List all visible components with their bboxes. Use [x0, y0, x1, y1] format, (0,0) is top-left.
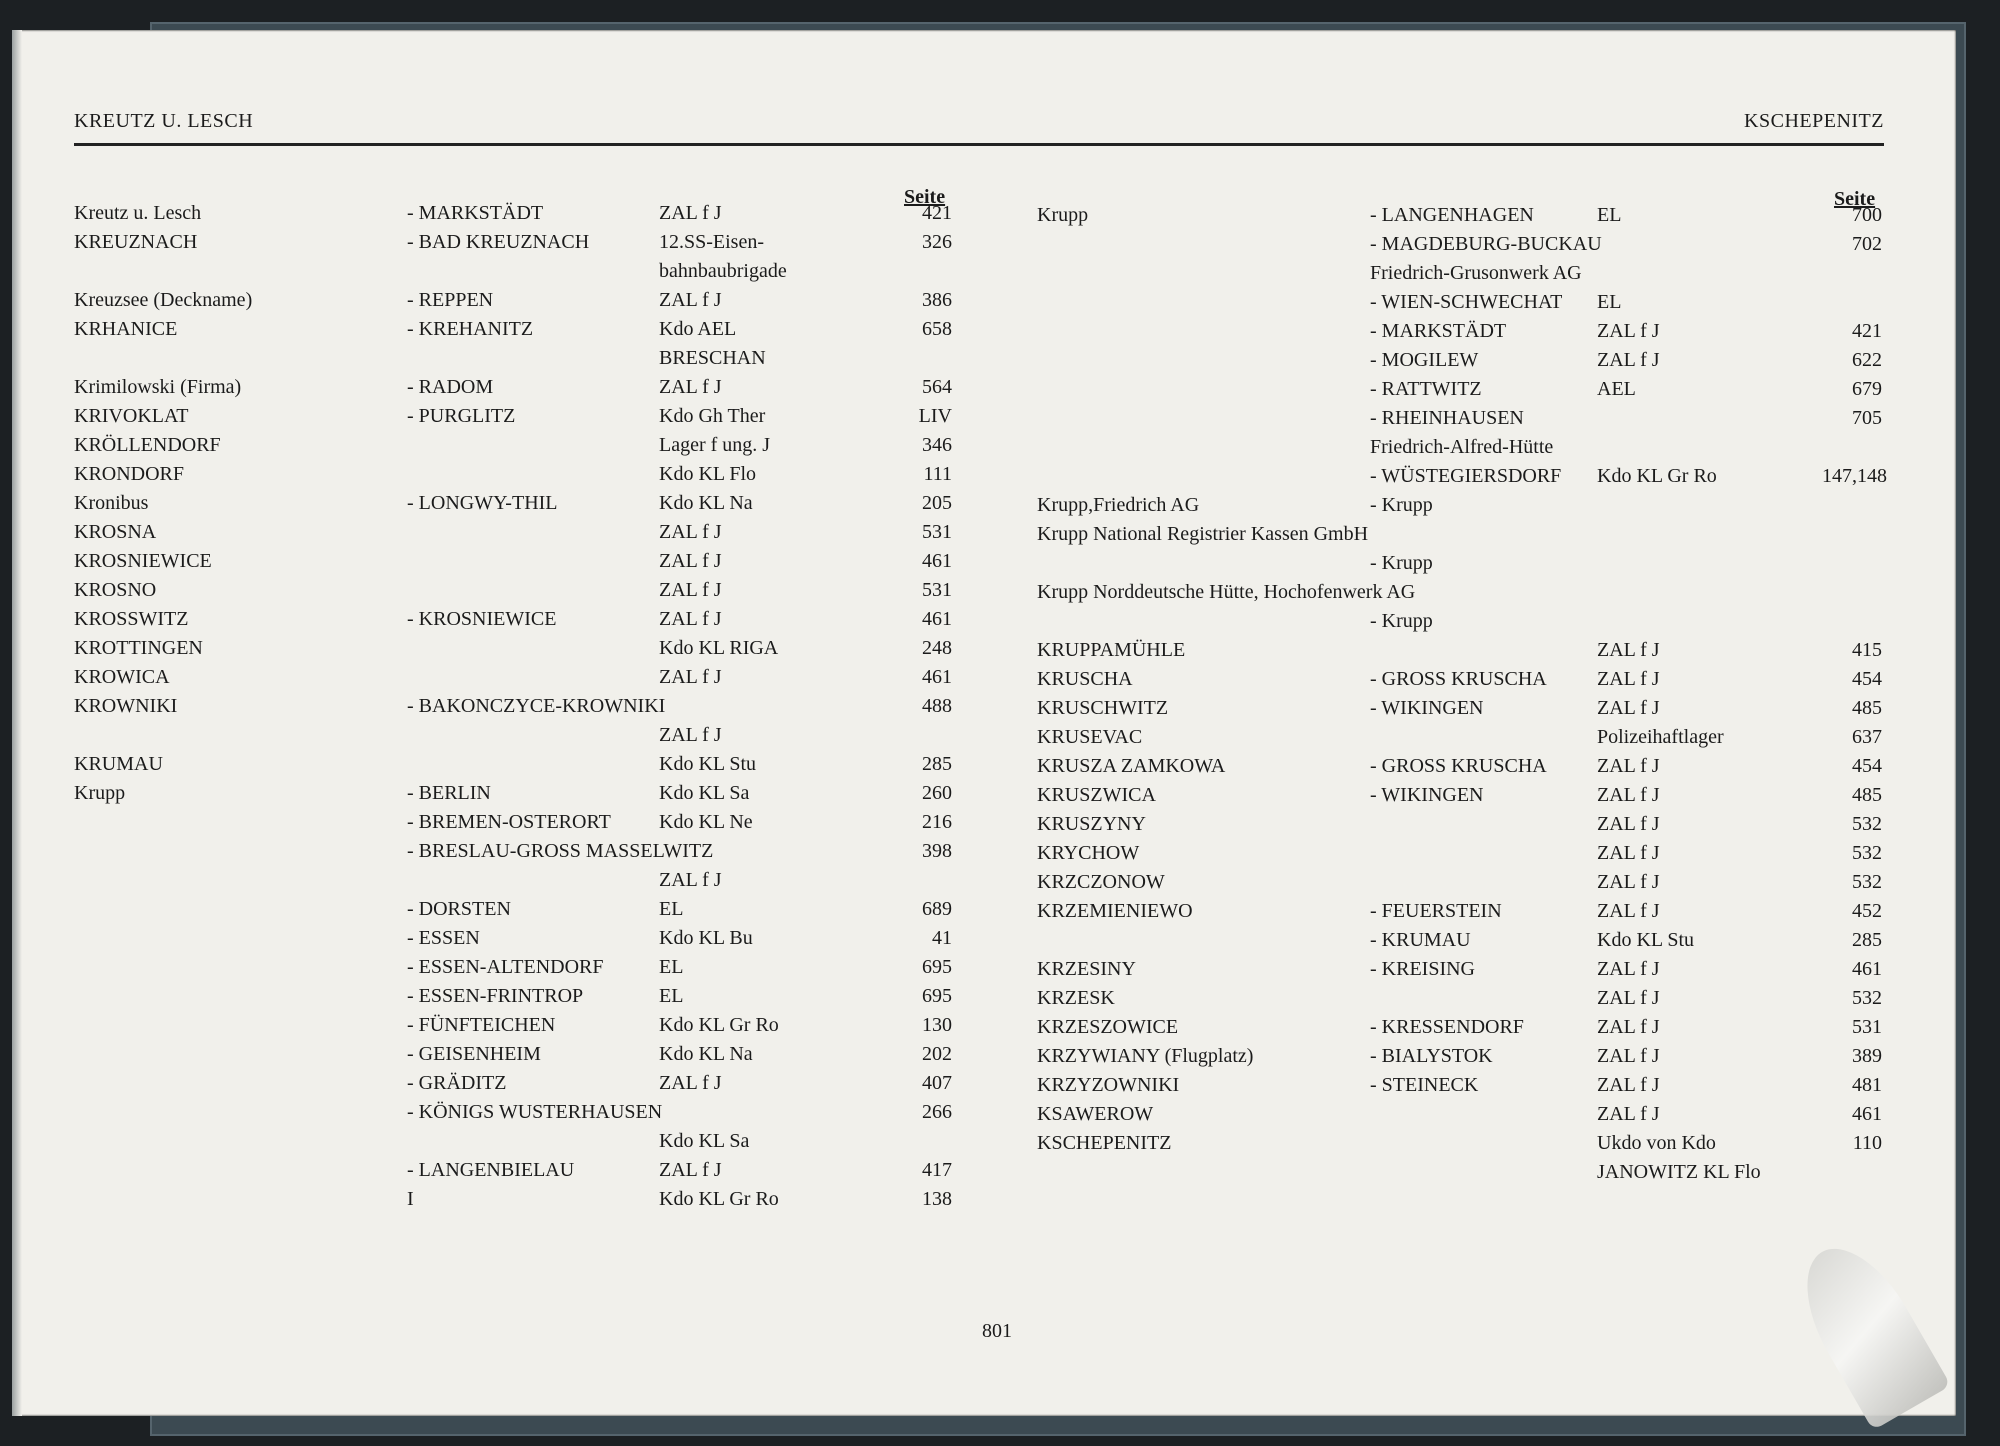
index-entry-d: LIV — [918, 405, 952, 427]
index-entry-d: 346 — [922, 434, 952, 456]
index-entry-b: - FÜNFTEICHEN — [407, 1014, 556, 1036]
index-entry-c: 12.SS-Eisen- — [659, 231, 764, 253]
index-entry-c: Kdo KL Flo — [659, 463, 757, 485]
index-entry-c: Kdo AEL — [659, 318, 737, 340]
index-entry-c: JANOWITZ KL Flo — [1597, 1161, 1761, 1183]
index-entry-b: - WIKINGEN — [1370, 784, 1484, 806]
index-entry-d — [1822, 289, 1882, 315]
index-entry-a: KROSNIEWICE — [74, 550, 212, 572]
index-entry-d: 260 — [922, 782, 952, 804]
index-entry-d — [1822, 1159, 1882, 1185]
index-entry-c: Kdo Gh Ther — [659, 405, 766, 427]
index-entry-d: 532 — [1852, 871, 1882, 893]
index-entry-c: ZAL f J — [659, 289, 722, 311]
index-entry-a: Kronibus — [74, 492, 149, 514]
index-entry-c: EL — [1597, 204, 1622, 226]
index-entry-c: ZAL f J — [659, 608, 722, 630]
index-entry-a: Krupp,Friedrich AG — [1037, 494, 1200, 516]
index-entry-d: 417 — [922, 1159, 952, 1181]
page-number: 801 — [982, 1320, 1012, 1342]
seite-column-header-right: Seite — [1834, 188, 1876, 210]
index-entry-a: KROSSWITZ — [74, 608, 189, 630]
index-entry-b: - BAKONCZYCE-KROWNIKI — [407, 695, 666, 717]
index-entry-b: - Krupp — [1370, 552, 1433, 574]
index-entry-d: 461 — [1852, 1103, 1882, 1125]
index-entry-d: 564 — [922, 376, 952, 398]
index-entry-a: KRUSZA ZAMKOWA — [1037, 755, 1226, 777]
index-entry-c: ZAL f J — [659, 1159, 722, 1181]
index-entry-d — [1822, 434, 1882, 460]
index-entry-b: - LONGWY-THIL — [407, 492, 558, 514]
index-entry-b: - MOGILEW — [1370, 349, 1479, 371]
index-entry-d: 485 — [1852, 697, 1882, 719]
index-entry-d: 138 — [922, 1188, 952, 1210]
index-entry-b: - BREMEN-OSTERORT — [407, 811, 611, 833]
index-entry-d: 452 — [1852, 900, 1882, 922]
index-entry-b: - RADOM — [407, 376, 494, 398]
index-entry-c: Kdo KL Na — [659, 1043, 753, 1065]
index-entry-a: KRZESINY — [1037, 958, 1136, 980]
index-entry-d — [892, 1128, 952, 1154]
index-entry-c: ZAL f J — [1597, 813, 1660, 835]
index-entry-a: KRZESZOWICE — [1037, 1016, 1179, 1038]
index-entry-b: - GEISENHEIM — [407, 1043, 541, 1065]
index-entry-d: 111 — [923, 463, 952, 485]
index-entry-c: ZAL f J — [1597, 1074, 1660, 1096]
index-entry-d: 531 — [1852, 1016, 1882, 1038]
index-entry-c: Kdo KL Stu — [1597, 929, 1695, 951]
index-entry-a: KSAWEROW — [1037, 1103, 1154, 1125]
index-entry-b: - LANGENBIELAU — [407, 1159, 575, 1181]
index-entry-c: Kdo KL Bu — [659, 927, 753, 949]
index-entry-a: KRYCHOW — [1037, 842, 1140, 864]
index-entry-a: KRUSZWICA — [1037, 784, 1156, 806]
index-entry-a: KROWICA — [74, 666, 170, 688]
index-entry-d: 481 — [1852, 1074, 1882, 1096]
index-entry-d: 386 — [922, 289, 952, 311]
index-entry-c: EL — [659, 956, 684, 978]
index-entry-d — [892, 345, 952, 371]
index-entry-a: KRZYWIANY (Flugplatz) — [1037, 1045, 1254, 1067]
index-entry-d: 689 — [922, 898, 952, 920]
index-entry-a: KROSNO — [74, 579, 157, 601]
index-entry-c: ZAL f J — [1597, 1045, 1660, 1067]
index-entry-d: 130 — [922, 1014, 952, 1036]
index-entry-c: ZAL f J — [1597, 784, 1660, 806]
index-entry-d: 407 — [922, 1072, 952, 1094]
index-entry-c: Kdo KL Sa — [659, 1130, 750, 1152]
index-entry-d: 398 — [922, 840, 952, 862]
index-entry-c: ZAL f J — [659, 1072, 722, 1094]
index-entry-d: 110 — [1852, 1132, 1882, 1154]
index-entry-d: 532 — [1852, 842, 1882, 864]
index-entry-d: 461 — [922, 608, 952, 630]
index-entry-c: ZAL f J — [1597, 697, 1660, 719]
index-entry-a: KRUPPAMÜHLE — [1037, 639, 1186, 661]
index-entry-d: 705 — [1852, 407, 1882, 429]
index-entry-c: Kdo KL Na — [659, 492, 753, 514]
index-entry-c: ZAL f J — [659, 724, 722, 746]
index-entry-c: Lager f ung. J — [659, 434, 771, 456]
index-entry-a: KRZEMIENIEWO — [1037, 900, 1193, 922]
index-entry-c: ZAL f J — [659, 376, 722, 398]
index-entry-d: 702 — [1852, 233, 1882, 255]
index-entry-b: - BERLIN — [407, 782, 491, 804]
index-entry-d: 248 — [922, 637, 952, 659]
index-entry-d: 532 — [1852, 813, 1882, 835]
index-entry-a: KRUSEVAC — [1037, 726, 1143, 748]
index-entry-a: Krupp National Registrier Kassen GmbH — [1037, 523, 1369, 545]
running-header-left: KREUTZ U. LESCH — [74, 110, 254, 132]
index-entry-d: 461 — [922, 550, 952, 572]
index-entry-b: - LANGENHAGEN — [1370, 204, 1534, 226]
index-entry-d: 461 — [1852, 958, 1882, 980]
header-rule — [74, 143, 1884, 146]
index-entry-c: ZAL f J — [1597, 349, 1660, 371]
index-entry-d: 679 — [1852, 378, 1882, 400]
index-entry-d — [892, 867, 952, 893]
index-entry-c: EL — [1597, 291, 1622, 313]
index-entry-b: - STEINECK — [1370, 1074, 1479, 1096]
index-entry-a: Krupp Norddeutsche Hütte, Hochofenwerk AG — [1037, 581, 1416, 603]
index-entry-b: - REPPEN — [407, 289, 494, 311]
index-entry-b: - KÖNIGS WUSTERHAUSEN — [407, 1101, 663, 1123]
index-entry-d: 488 — [922, 695, 952, 717]
index-entry-d: 415 — [1852, 639, 1882, 661]
index-entry-a: KRUSCHA — [1037, 668, 1133, 690]
index-entry-c: ZAL f J — [1597, 1016, 1660, 1038]
index-entry-b: - WÜSTEGIERSDORF — [1370, 465, 1562, 487]
index-entry-b: - MAGDEBURG-BUCKAU — [1370, 233, 1602, 255]
index-entry-d: 695 — [922, 956, 952, 978]
index-entry-c: ZAL f J — [659, 521, 722, 543]
index-entry-b: - ESSEN — [407, 927, 480, 949]
index-entry-a: KRUSCHWITZ — [1037, 697, 1169, 719]
index-entry-b: - GRÄDITZ — [407, 1072, 507, 1094]
index-entry-d — [1822, 521, 1882, 547]
index-entry-b: - FEUERSTEIN — [1370, 900, 1502, 922]
index-entry-d: 202 — [922, 1043, 952, 1065]
index-entry-c: ZAL f J — [659, 550, 722, 572]
index-entry-b: - KRUMAU — [1370, 929, 1471, 951]
running-header-right: KSCHEPENITZ — [1744, 110, 1884, 132]
index-entry-c: ZAL f J — [1597, 871, 1660, 893]
index-entry-b: - DORSTEN — [407, 898, 511, 920]
index-entry-b: - MARKSTÄDT — [1370, 320, 1507, 342]
index-entry-a: KRIVOKLAT — [74, 405, 189, 427]
index-entry-d — [1822, 550, 1882, 576]
index-entry-d — [892, 722, 952, 748]
index-entry-a: KRZYZOWNIKI — [1037, 1074, 1180, 1096]
index-entry-d: 266 — [922, 1101, 952, 1123]
index-entry-a: KRZESK — [1037, 987, 1115, 1009]
index-entry-c: Kdo KL Ne — [659, 811, 753, 833]
index-entry-a: KRUSZYNY — [1037, 813, 1146, 835]
index-entry-d: 531 — [922, 579, 952, 601]
index-entry-b: - ESSEN-FRINTROP — [407, 985, 584, 1007]
index-entry-a: KRONDORF — [74, 463, 185, 485]
index-entry-b: - MARKSTÄDT — [407, 202, 544, 224]
index-entry-b: - WIEN-SCHWECHAT — [1370, 291, 1563, 313]
index-entry-d: 389 — [1852, 1045, 1882, 1067]
index-entry-d: 147,148 — [1822, 465, 1887, 487]
index-entry-c: ZAL f J — [1597, 668, 1660, 690]
index-entry-c: Kdo KL Gr Ro — [1597, 465, 1717, 487]
index-entry-b: - KREISING — [1370, 958, 1475, 980]
index-entry-c: Kdo KL RIGA — [659, 637, 779, 659]
index-entry-d — [1822, 608, 1882, 634]
index-entry-a: Kreutz u. Lesch — [74, 202, 202, 224]
index-entry-a: KRZCZONOW — [1037, 871, 1165, 893]
index-entry-d — [1822, 579, 1882, 605]
index-entry-d: 532 — [1852, 987, 1882, 1009]
index-entry-a: KROWNIKI — [74, 695, 178, 717]
index-entry-d: 695 — [922, 985, 952, 1007]
index-entry-c: Kdo KL Gr Ro — [659, 1188, 779, 1210]
index-entry-a: KRÖLLENDORF — [74, 434, 221, 456]
index-entry-b: - BAD KREUZNACH — [407, 231, 590, 253]
index-entry-c: ZAL f J — [1597, 958, 1660, 980]
page-gutter-shadow — [12, 30, 22, 1416]
index-entry-c: ZAL f J — [659, 202, 722, 224]
index-entry-c: Kdo KL Sa — [659, 782, 750, 804]
index-entry-a: KRUMAU — [74, 753, 163, 775]
index-entry-d: 205 — [922, 492, 952, 514]
seite-column-header-left: Seite — [904, 186, 946, 208]
index-entry-c: EL — [659, 898, 684, 920]
index-entry-d: 461 — [922, 666, 952, 688]
index-entry-c: Kdo KL Stu — [659, 753, 757, 775]
index-entry-c: ZAL f J — [659, 666, 722, 688]
index-entry-a: KROTTINGEN — [74, 637, 203, 659]
index-entry-b: - WIKINGEN — [1370, 697, 1484, 719]
index-entry-c: ZAL f J — [1597, 320, 1660, 342]
index-entry-a: KRHANICE — [74, 318, 178, 340]
index-entry-b: - KRESSENDORF — [1370, 1016, 1524, 1038]
index-entry-c: Polizeihaftlager — [1597, 726, 1724, 748]
index-entry-b: - KREHANITZ — [407, 318, 534, 340]
index-entry-a: Kreuzsee (Deckname) — [74, 289, 253, 311]
index-entry-c: EL — [659, 985, 684, 1007]
pen-tip — [1783, 1230, 1951, 1431]
index-entry-b: - BIALYSTOK — [1370, 1045, 1493, 1067]
index-entry-d: 454 — [1852, 668, 1882, 690]
index-entry-a: KREUZNACH — [74, 231, 198, 253]
index-entry-d: 622 — [1852, 349, 1882, 371]
index-entry-c: BRESCHAN — [659, 347, 766, 369]
index-entry-d: 421 — [922, 202, 952, 224]
index-entry-d: 700 — [1852, 204, 1882, 226]
index-entry-b: - PURGLITZ — [407, 405, 516, 427]
index-entry-a: KSCHEPENITZ — [1037, 1132, 1172, 1154]
index-entry-b: - Krupp — [1370, 610, 1433, 632]
index-entry-b: I — [407, 1188, 414, 1210]
index-entry-d: 531 — [922, 521, 952, 543]
index-entry-b: - BRESLAU-GROSS MASSELWITZ — [407, 840, 714, 862]
index-entry-c: ZAL f J — [659, 869, 722, 891]
index-entry-d: 454 — [1852, 755, 1882, 777]
index-entry-d: 485 — [1852, 784, 1882, 806]
index-entry-d — [1822, 260, 1882, 286]
index-entry-c: ZAL f J — [1597, 1103, 1660, 1125]
index-entry-d — [892, 258, 952, 284]
index-entry-d: 216 — [922, 811, 952, 833]
index-entry-d: 285 — [922, 753, 952, 775]
index-entry-c: AEL — [1597, 378, 1636, 400]
index-entry-d: 285 — [1852, 929, 1882, 951]
index-entry-b: Friedrich-Grusonwerk AG — [1370, 262, 1582, 284]
index-entry-c: Ukdo von Kdo — [1597, 1132, 1716, 1154]
index-entry-a: Krimilowski (Firma) — [74, 376, 242, 398]
index-entry-a: KROSNA — [74, 521, 157, 543]
index-entry-c: ZAL f J — [1597, 987, 1660, 1009]
index-entry-b: - RATTWITZ — [1370, 378, 1482, 400]
index-entry-a: Krupp — [74, 782, 126, 804]
index-entry-c: bahnbaubrigade — [659, 260, 787, 282]
index-entry-b: Friedrich-Alfred-Hütte — [1370, 436, 1554, 458]
index-entry-c: ZAL f J — [1597, 842, 1660, 864]
index-entry-b: - GROSS KRUSCHA — [1370, 668, 1547, 690]
index-entry-a: Krupp — [1037, 204, 1089, 226]
index-entry-c: ZAL f J — [1597, 900, 1660, 922]
index-entry-c: Kdo KL Gr Ro — [659, 1014, 779, 1036]
index-entry-d: 637 — [1852, 726, 1882, 748]
index-entry-d: 658 — [922, 318, 952, 340]
book-page — [12, 30, 1956, 1416]
index-entry-b: - KROSNIEWICE — [407, 608, 557, 630]
index-entry-b: - GROSS KRUSCHA — [1370, 755, 1547, 777]
index-entry-d: 41 — [932, 927, 952, 949]
index-entry-b: - Krupp — [1370, 494, 1433, 516]
index-entry-d — [1822, 492, 1882, 518]
index-entry-c: ZAL f J — [659, 579, 722, 601]
index-entry-b: - RHEINHAUSEN — [1370, 407, 1524, 429]
index-entry-b: - ESSEN-ALTENDORF — [407, 956, 604, 978]
index-entry-d: 326 — [922, 231, 952, 253]
index-entry-c: ZAL f J — [1597, 755, 1660, 777]
index-entry-d: 421 — [1852, 320, 1882, 342]
index-entry-c: ZAL f J — [1597, 639, 1660, 661]
